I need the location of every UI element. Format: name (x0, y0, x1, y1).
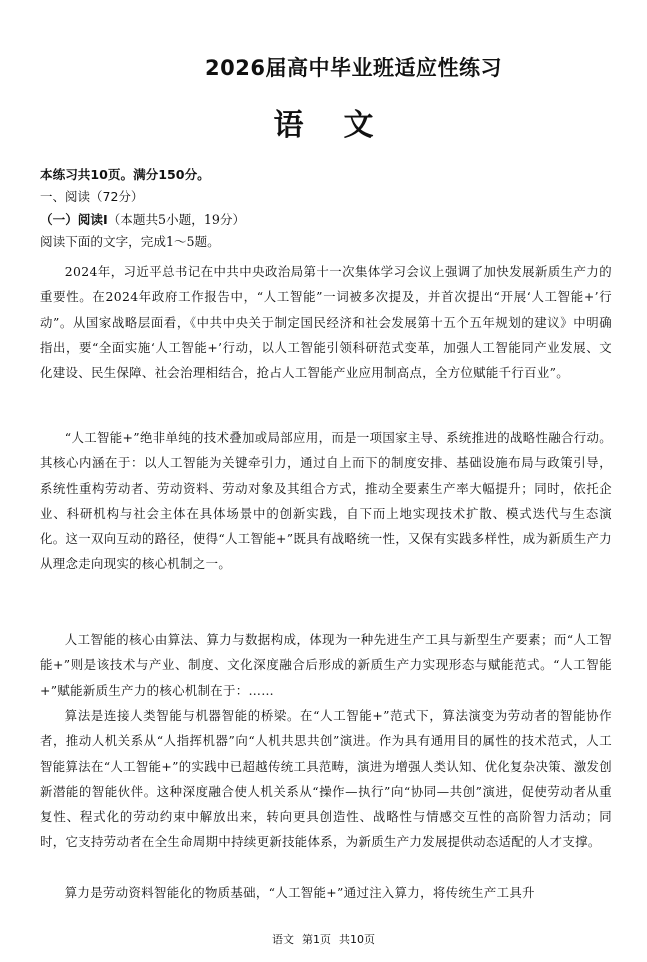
footer-total: 共10页 (339, 933, 375, 946)
paragraph-5: 算力是劳动资料智能化的物质基础，“人工智能+”通过注入算力，将传统生产工具升 (64, 885, 535, 900)
subject-title: 语文 (273, 108, 414, 143)
paragraph-1: 2024年，习近平总书记在中共中央政治局第十一次集体学习会议上强调了加快发展新质生产力的重要性。在2024年政府工作报告中，“人工智能”一词被多次提及，并首次提出“开展‘人工智能+’行动”。从国家战略层面看，《中共中央关于制定国民经济和社会发展第十五个五年规划的建议》中明确指出，要“全面实施‘人工智能+’行动，以人工智能引领科研范式变革，加强人工智能同产业发展、文化建设、民生保障、社会治理相结合，抢占人工智能产业应用制高点，全方位赋能千行百业”。 (40, 264, 612, 381)
instructions: 本练习共10页。满分150分。 (40, 167, 210, 182)
section-heading: 一、阅读（72分） (40, 189, 144, 204)
part-heading (40, 210, 612, 230)
exam-title: 2026届高中毕业班适应性练习 (205, 56, 502, 80)
page-footer (0, 931, 647, 947)
footer-subject: 语文 (272, 933, 294, 946)
reading-prompt: 阅读下面的文字，完成1～5题。 (40, 234, 220, 249)
footer-page: 第1页 (302, 933, 331, 946)
paragraph-4: 算法是连接人类智能与机器智能的桥梁。在“人工智能+”范式下，算法演变为劳动者的智能协作者，推动人机关系从“人指挥机器”向“人机共思共创”演进。作为具有通用目的属性的技术范式，人工智能算法在“人工智能+”的实践中已超越传统工具范畴，演进为增强人类认知、优化复杂决策、激发创新潜能的智能伙伴。这种深度融合使人机关系从“操作—执行”向“协同—共创”演进，促使劳动者从重复性、程式化的劳动约束中解放出来，转向更具创造性、战略性与情感交互性的高阶智力活动；同时，它支持劳动者在全生命周期中持续更新技能体系，为新质生产力发展提供动态适配的人才支撑。 (40, 708, 612, 850)
paragraph-2: “人工智能+”绝非单纯的技术叠加或局部应用，而是一项国家主导、系统推进的战略性融合行动。其核心内涵在于：以人工智能为关键牵引力，通过自上而下的制度安排、基础设施布局与政策引导，系统性重构劳动者、劳动资料、劳动对象及其组合方式，推动全要素生产率大幅提升；同时，依托企业、科研机构与社会主体在具体场景中的创新实践，自下而上地实现技术扩散、模式迭代与生态演化。这一双向互动的路径，使得“人工智能+”既具有战略统一性，又保有实践多样性，成为新质生产力从理念走向现实的核心机制之一。 (40, 430, 612, 572)
paragraph-3: 人工智能的核心由算法、算力与数据构成，体现为一种先进生产工具与新型生产要素；而“人工智能+”则是该技术与产业、制度、文化深度融合后形成的新质生产力实现形态与赋能范式。“人工智能+”赋能新质生产力的核心机制在于：…… (40, 632, 612, 698)
part-label: （一）阅读Ⅰ (40, 212, 108, 227)
part-note: （本题共5小题，19分） (107, 212, 246, 227)
